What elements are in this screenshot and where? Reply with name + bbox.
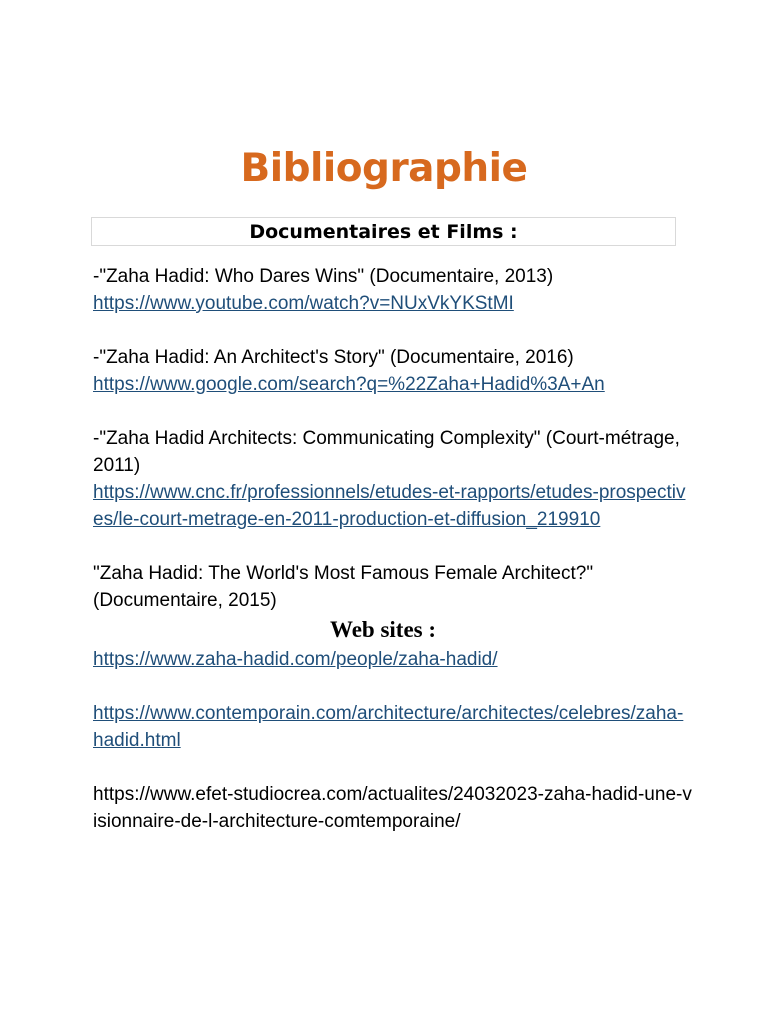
doc-entry-2: [93, 344, 693, 398]
website-entry-3: [93, 781, 693, 835]
doc-entry-link[interactable]: https://www.cnc.fr/professionnels/etudes-et-rapports/etudes-prospectives/le-court-metrage-en-2011-production-et-diffusion_219910: [93, 482, 686, 530]
doc-entry-4: [93, 560, 693, 614]
documentaries-heading: Documentaires et Films :: [91, 217, 676, 246]
website-link[interactable]: https://www.zaha-hadid.com/people/zaha-hadid/: [93, 649, 498, 670]
page-title: Bibliographie: [240, 146, 528, 192]
websites-heading: Web sites :: [329, 617, 437, 642]
doc-entry-3: [93, 425, 693, 533]
doc-entry-1: [93, 263, 693, 317]
doc-entry-text: "Zaha Hadid: The World's Most Famous Female Architect?" (Documentaire, 2015): [93, 563, 594, 611]
website-entry-2: [93, 700, 693, 754]
website-link[interactable]: https://www.contemporain.com/architecture/architectes/celebres/zaha-hadid.html: [93, 703, 684, 751]
doc-entry-link[interactable]: https://www.youtube.com/watch?v=NUxVkYKStMI: [93, 293, 514, 314]
doc-entry-text: -"Zaha Hadid Architects: Communicating Complexity" (Court-métrage, 2011): [93, 428, 680, 476]
doc-entry-text: -"Zaha Hadid: Who Dares Wins" (Documentaire, 2013): [93, 266, 554, 287]
website-plain-url: https://www.efet-studiocrea.com/actualites/24032023-zaha-hadid-une-visionnaire-de-l-architecture-comtemporaine/: [93, 784, 692, 832]
bibliography-content: [93, 263, 693, 862]
doc-entry-link[interactable]: https://www.google.com/search?q=%22Zaha+Hadid%3A+An: [93, 374, 605, 395]
website-entry-1: [93, 646, 693, 673]
doc-entry-text: -"Zaha Hadid: An Architect's Story" (Documentaire, 2016): [93, 347, 574, 368]
